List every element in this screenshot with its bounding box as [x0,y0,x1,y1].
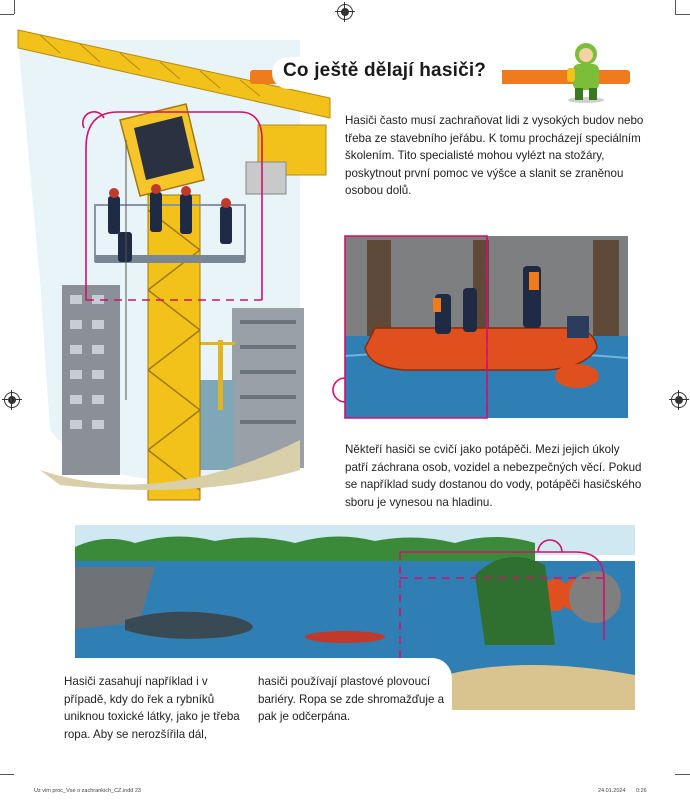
divers-paragraph: Někteří hasiči se cvičí jako potápěči. Mezi jejich úkoly patří záchrana osob, vozidel a nebezpečných věcí. Pokud se například sudy dostanou do vody, potápěči hasičského sboru je vynesou na hladinu. [345,443,642,509]
page-title: Co ještě dělají hasiči? [283,60,487,81]
footer-time: 0:26 [636,788,647,794]
footer-date: 24.01.2024 [598,788,626,794]
intro-paragraph: Hasiči často musí zachraňovat lidi z vysokých budov nebo třeba ze stavebního jeřábu. K tomu procházejí speciálním školením. Tito specialisté mohou vylézt na stožáry, poskytnout první pomoc ve výšce a slanit se zraněnou osobou dolů. [345,114,644,197]
spill-paragraph-left: Hasiči zasahují například i v případě, kdy do řek a rybníků uniknou toxické látky, jako je třeba ropa. Aby se nerozšířila dál, [64,675,240,741]
spill-paragraph-right: hasiči používají plastové plovoucí bariéry. Ropa se zde shromažďuje a pak je odčerpána. [258,675,445,723]
footer-file-slug: Uz vim proc_Vse o zachrankich_CZ.indd 23 [34,788,141,794]
